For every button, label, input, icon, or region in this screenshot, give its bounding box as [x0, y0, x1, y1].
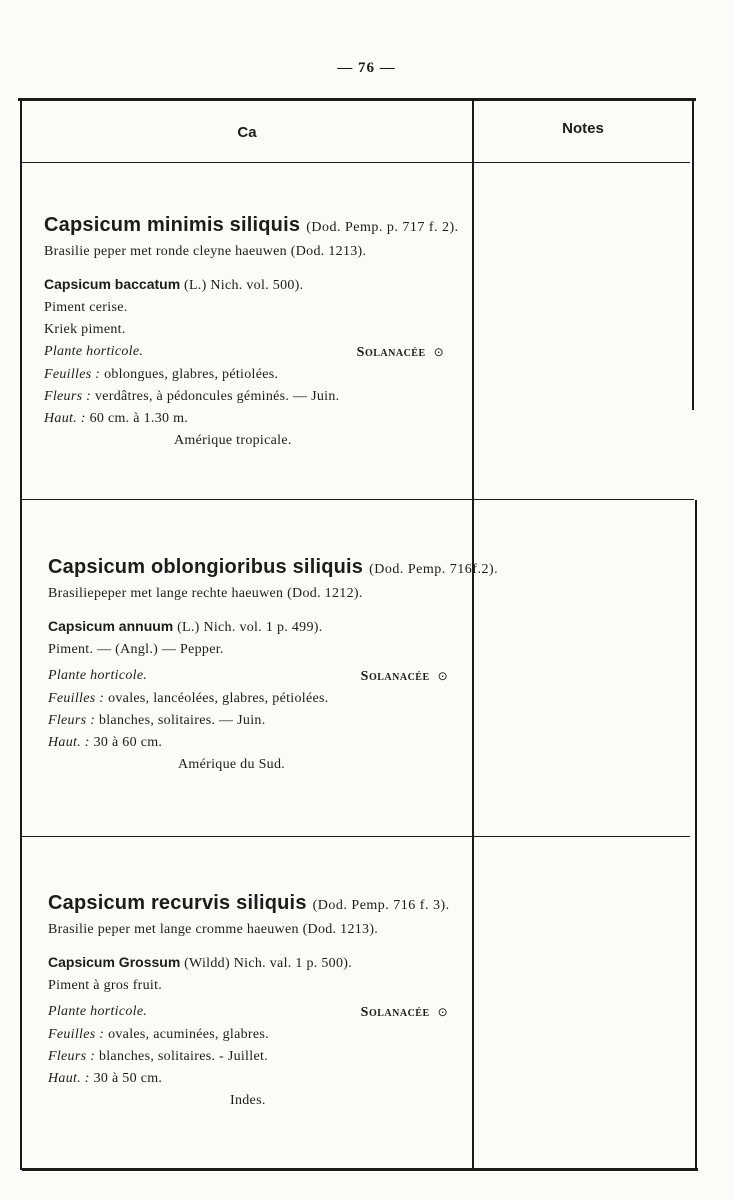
column-header-ca: Ca — [237, 124, 257, 141]
dodoens-reference: (Dod. Pemp. 716 f. 3). — [312, 898, 450, 913]
fleurs-label: Fleurs : — [44, 389, 92, 404]
fleurs-value: blanches, solitaires. - Juillet. — [98, 1049, 268, 1064]
haut-label: Haut. : — [48, 1071, 90, 1086]
species-name: Capsicum oblongioribus siliquis — [48, 556, 364, 578]
feuilles-line — [48, 1024, 468, 1046]
haut-label: Haut. : — [44, 411, 86, 426]
synonym-line — [44, 273, 464, 297]
feuilles-label: Feuilles : — [48, 691, 105, 706]
haut-value: 30 à 50 cm. — [93, 1071, 163, 1086]
haut-line — [48, 732, 468, 754]
feuilles-line — [48, 688, 468, 710]
feuilles-label: Feuilles : — [48, 1027, 105, 1042]
entry-capsicum-minimis — [44, 214, 464, 452]
table-bottom-border — [22, 1168, 698, 1171]
page-number: — 76 — — [337, 60, 396, 76]
haut-line — [44, 408, 464, 430]
entry-divider-2 — [22, 836, 690, 837]
haut-label: Haut. : — [48, 735, 90, 750]
synonym-name: Capsicum baccatum — [44, 276, 181, 292]
fleurs-label: Fleurs : — [48, 713, 96, 728]
annual-symbol-icon: ⊙ — [433, 345, 444, 359]
dodoens-reference: (Dod. Pemp. 716f.2). — [369, 562, 499, 577]
synonym-name: Capsicum Grossum — [48, 954, 181, 970]
fleurs-line — [48, 710, 468, 732]
dodoens-reference: (Dod. Pemp. p. 717 f. 2). — [306, 220, 459, 235]
annual-symbol-icon: ⊙ — [437, 669, 448, 683]
plante-line — [44, 341, 444, 364]
entry-title — [44, 214, 464, 237]
table-top-border — [18, 98, 696, 101]
origin: Amérique tropicale. — [174, 433, 292, 448]
plante-type: Plante horticole. — [44, 344, 144, 359]
fleurs-value: verdâtres, à pédoncules géminés. — Juin. — [94, 389, 340, 404]
feuilles-label: Feuilles : — [44, 367, 101, 382]
synonym-line — [48, 951, 468, 975]
annual-symbol-icon: ⊙ — [437, 1005, 448, 1019]
synonym-reference: (L.) Nich. vol. 500). — [183, 278, 304, 293]
vernacular-name: Brasilie peper met ronde cleyne haeuwen (Dod. 1213). — [44, 244, 367, 259]
fleurs-line — [48, 1046, 468, 1068]
haut-value: 30 à 60 cm. — [93, 735, 163, 750]
plante-type: Plante horticole. — [48, 668, 148, 683]
haut-value: 60 cm. à 1.30 m. — [89, 411, 189, 426]
feuilles-value: ovales, acuminées, glabres. — [108, 1027, 269, 1042]
table-left-border — [20, 100, 22, 1170]
vernacular-name: Brasilie peper met lange cromme haeuwen (Dod. 1213). — [48, 922, 379, 937]
synonym-reference: (Wildd) Nich. val. 1 p. 500). — [184, 956, 353, 971]
origin: Amérique du Sud. — [178, 757, 286, 772]
feuilles-value: oblongues, glabres, pétiolées. — [104, 367, 279, 382]
family-name: Solanacée — [360, 1005, 430, 1020]
plante-line — [48, 665, 448, 688]
entry-capsicum-oblongioribus — [48, 556, 499, 776]
synonym-reference: (L.) Nich. vol. 1 p. 499). — [177, 620, 323, 635]
family-name: Solanacée — [360, 669, 430, 684]
plante-type: Plante horticole. — [48, 1004, 148, 1019]
species-name: Capsicum minimis siliquis — [44, 214, 301, 236]
synonym-name: Capsicum annuum — [48, 618, 174, 634]
common-name: Piment. — (Angl.) — Pepper. — [48, 642, 224, 657]
entry-title — [48, 556, 499, 579]
vernacular-name: Brasiliepeper met lange rechte haeuwen (Dod. 1212). — [48, 586, 363, 601]
common-name: Kriek piment. — [44, 322, 126, 337]
fleurs-line — [44, 386, 464, 408]
family-name: Solanacée — [356, 345, 426, 360]
origin: Indes. — [230, 1093, 266, 1108]
table-right-border — [692, 100, 694, 410]
entry-divider-1 — [22, 499, 694, 500]
feuilles-value: ovales, lancéolées, glabres, pétiolées. — [108, 691, 329, 706]
common-name: Piment à gros fruit. — [48, 978, 163, 993]
haut-line — [48, 1068, 468, 1090]
fleurs-label: Fleurs : — [48, 1049, 96, 1064]
entry-title — [48, 892, 468, 915]
entry-capsicum-recurvis — [48, 892, 468, 1112]
plante-line — [48, 1001, 448, 1024]
header-divider — [22, 162, 690, 163]
column-header-notes: Notes — [562, 120, 604, 137]
feuilles-line — [44, 364, 464, 386]
synonym-line — [48, 615, 468, 639]
fleurs-value: blanches, solitaires. — Juin. — [98, 713, 266, 728]
column-divider — [472, 100, 474, 1170]
common-name: Piment cerise. — [44, 300, 128, 315]
table-right-border-lower — [695, 500, 697, 1170]
species-name: Capsicum recurvis siliquis — [48, 892, 307, 914]
